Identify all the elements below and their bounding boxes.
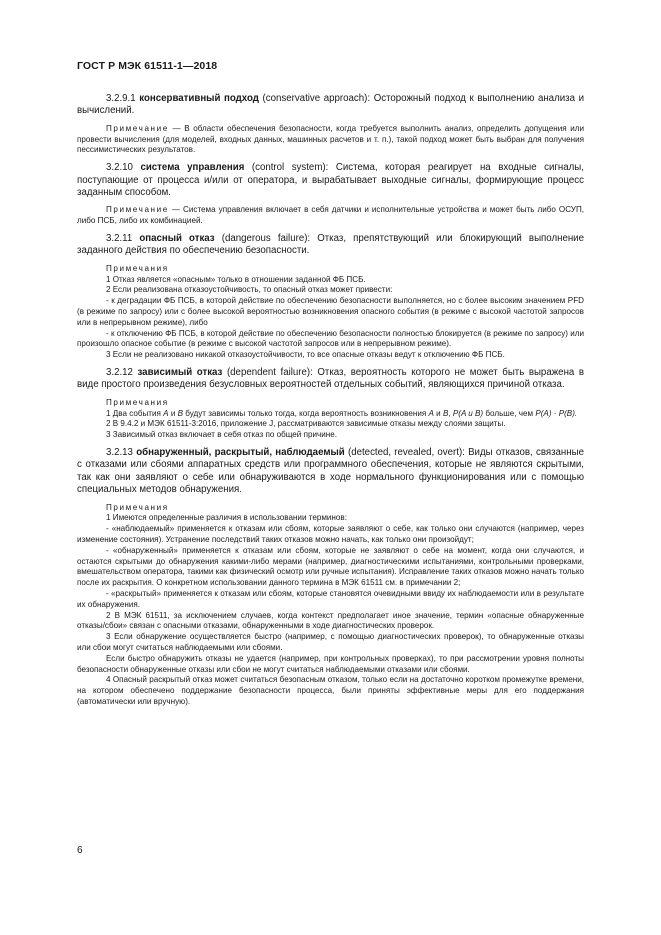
definition-3-2-13 — [77, 447, 584, 497]
note-item: 2 В МЭК 61511, за исключением случаев, когда контекст предполагает иное значение, термин «опасные обнаруженные отказы/сбои» связан с опасными отказами, обнаруженными в ходе диагностических проверок. — [77, 610, 584, 631]
note-3-2-9-1 — [77, 124, 584, 156]
clause-number: 3.2.11 — [106, 233, 133, 245]
joint-probability: P(A и B) — [452, 408, 484, 418]
notes-label — [77, 503, 584, 514]
note-item: 3 Зависимый отказ включает в себя отказ по общей причине. — [106, 430, 337, 440]
note-3-2-10 — [77, 205, 584, 227]
note-item: 2 В 9.4.2 и МЭК 61511-3:2016, приложение J, рассматриваются зависимые отказы между слоями защиты. — [106, 419, 506, 429]
event-b: B — [442, 408, 449, 418]
page-number: 6 — [77, 845, 83, 856]
clause-number: 3.2.13 — [106, 447, 133, 458]
definition-text: (dangerous failure): Отказ, препятствующий или блокирующий выполнение заданного действия по обеспечению безопасности. — [77, 233, 584, 257]
note-text: — Система управления включает в себя датчики и исполнительные устройства и может быть либо ОСУП, либо ПСБ, либо их комбинацией. — [77, 205, 585, 226]
standard-header: ГОСТ Р МЭК 61511-1—2018 — [77, 60, 218, 72]
note-subitem: - к деградации ФБ ПСБ, в которой действие по обеспечению безопасности выполняется, но с более высоким значением PFD (в режиме по запросу) или с более высокой вероятностью возникновения опасного события (в режиме с высокой частотой запросов или в непрерывном режиме), либо — [77, 296, 584, 327]
note-item: Если быстро обнаружить отказы не удается (например, при контрольных проверках), то при рассмотрении уровня полноты безопасности обнаруженные отказы или сбои не могут считаться наблюдаемыми отказами или сбоями. — [77, 653, 584, 674]
note-item: 3 Если не реализовано никакой отказоустойчивости, то все опасные отказы ведут к отключению ФБ ПСБ. — [106, 350, 505, 360]
clause-number: 3.2.10 — [106, 162, 133, 174]
note-text: больше, чем — [485, 408, 534, 418]
event-a: A — [428, 408, 434, 418]
note-subitem: - «наблюдаемый» применяется к отказам или сбоям, которые заявляют о себе, как только они случаются (например, через изменение состояния). Устранение последствий таких отказов можно начать, как только они произойдут; — [77, 524, 584, 545]
clause-number: 3.2.9.1 — [106, 93, 136, 104]
note-item: 4 Опасный раскрытый отказ может считаться безопасным отказом, только если на достаточно коротком промежутке времени, на котором обеспечено поддержание безопасности процесса, были приняты эффективные меры для его поддержания (автоматически или вручную). — [77, 675, 584, 706]
event-a: A — [163, 408, 169, 418]
definition-3-2-9-1 — [77, 93, 584, 118]
event-b: B — [177, 408, 183, 418]
definition-3-2-11 — [77, 233, 584, 258]
note-item: 3 Если обнаружение осуществляется быстро (например, с помощью диагностических проверок), то обнаруженные отказы или сбои могут считаться наблюдаемыми или сбоями. — [77, 632, 584, 652]
definition-text: (detected, revealed, overt): Виды отказов, связанные с отказами или сбоями аппаратных средств или программного обеспечения, которые не являются скрытыми, так как они заявляют о себе или обнаруживаются в ходе нормального функционирования или с помощью специальных методов обнаружения. — [77, 447, 584, 496]
note-item: 2 Если реализована отказоустойчивость, то опасный отказ может привести: — [106, 285, 393, 295]
note-item: 1 Имеются определенные различия в использовании терминов: — [106, 513, 347, 523]
definition-3-2-10 — [77, 162, 584, 199]
conjunction: и — [436, 408, 441, 418]
note-subitem: - к отключению ФБ ПСБ, в которой действие по обеспечению безопасности полностью блокируется (в режиме по запросу) или произошло опасное событие (в режиме с высокой частотой запросов или в непрерывном режиме). — [77, 328, 584, 349]
page-content — [77, 93, 584, 708]
term: система управления — [140, 162, 245, 174]
note-subitem: - «раскрытый» применяется к отказам или сбоям, которые становятся очевидными ввиду их наблюдаемости или в результате их обнаружения. — [77, 589, 584, 609]
note-label: Примечание — [106, 205, 169, 215]
notes-heading: Примечания — [106, 502, 169, 512]
definition-3-2-12 — [77, 367, 584, 392]
note-label: Примечание — [106, 123, 169, 133]
definition-text: (conservative approach): Осторожный подход к выполнению анализа и вычислений. — [77, 93, 584, 117]
note-text: будут зависимы только тогда, когда вероятность возникновения — [185, 408, 427, 418]
clause-number: 3.2.12 — [106, 367, 133, 378]
definition-text: (control system): Система, которая реагирует на входные сигналы, поступающие от процесса и/или от оператора, и вырабатывает выходные сигналы, формирующие процесс заданным способом. — [77, 162, 584, 199]
product-probability: P(A) · P(B). — [535, 408, 578, 418]
notes-heading: Примечания — [106, 397, 169, 407]
notes-label — [77, 398, 584, 409]
note-item: 1 Два события A и B будут зависимы только тогда, когда вероятность возникновения A и B, P(A и B) больше, чем P(A) · P(B). — [106, 408, 578, 418]
definition-text: (dependent failure): Отказ, вероятность которого не может быть выражена в виде простого произведения безусловных вероятностей отдельных событий, являющихся причиной отказа. — [77, 367, 585, 391]
note-text: — В области обеспечения безопасности, когда требуется выполнить анализ, определить допущения или провести вычисления (для моделей, входных данных, машинных расчетов и т. п.), такой подход может быть выбран для получения пессимистических результатов. — [77, 123, 584, 155]
conjunction: и — [170, 408, 176, 418]
term: опасный отказ — [139, 233, 215, 245]
term: зависимый отказ — [137, 367, 223, 378]
notes-label — [77, 264, 584, 275]
term: консервативный подход — [139, 93, 259, 104]
term: обнаруженный, раскрытый, наблюдаемый — [136, 447, 345, 458]
note-subitem: - «обнаруженный» применяется к отказам или сбоям, которые не заявляют о себе на момент, когда они случаются, и остаются скрытыми до обнаружения какими-либо мерами (например, диагностическими испытаниями, контрольными проверками, вмешательством оператора, такими как физический осмотр или ручные испытания). Исправление таких отказов можно начать только после их раскрытия. О конкретном использовании данного термина в МЭК 61511 см. в примечании 2; — [77, 545, 584, 588]
notes-heading: Примечания — [106, 263, 169, 273]
note-item: 1 Отказ является «опасным» только в отношении заданной ФБ ПСБ. — [106, 274, 366, 284]
note-text: 1 Два события — [106, 408, 161, 418]
